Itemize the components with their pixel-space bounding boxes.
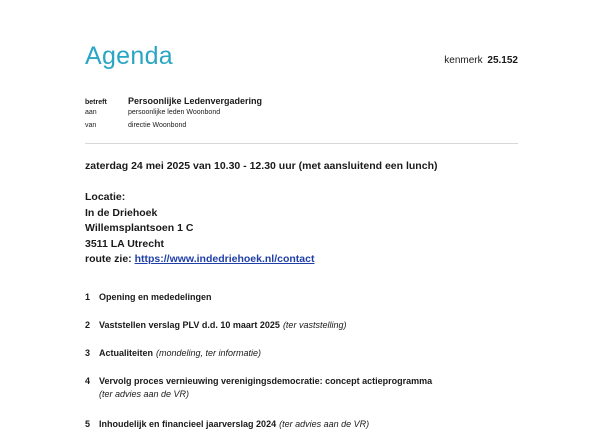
location-street: Willemsplantsoen 1 C bbox=[85, 222, 194, 234]
location-block bbox=[85, 190, 314, 268]
meta-subject-row bbox=[85, 96, 262, 109]
agenda-item-title: Opening en mededelingen bbox=[99, 292, 212, 302]
location-route bbox=[85, 252, 314, 268]
meta-to-value: persoonlijke leden Woonbond bbox=[128, 109, 221, 116]
agenda-item-4 bbox=[85, 376, 525, 399]
agenda-item-number: 4 bbox=[85, 376, 91, 386]
agenda-item-number: 3 bbox=[85, 348, 91, 358]
route-link[interactable]: https://www.indedriehoek.nl/contact bbox=[134, 253, 315, 265]
agenda-item-subnote: (ter advies aan de VR) bbox=[99, 389, 190, 399]
meeting-datetime: zaterdag 24 mei 2025 van 10.30 - 12.30 uur (met aansluitend een lunch) bbox=[85, 160, 438, 172]
page-title: Agenda bbox=[85, 42, 173, 70]
agenda-item-2 bbox=[85, 320, 525, 330]
agenda-item-note: (ter advies aan de VR) bbox=[279, 419, 370, 429]
location-heading: Locatie: bbox=[85, 191, 126, 203]
meta-to-row bbox=[85, 109, 262, 122]
meta-from-row bbox=[85, 122, 262, 135]
route-label: route zie: bbox=[85, 253, 132, 265]
divider-line bbox=[85, 143, 518, 144]
agenda-item-5 bbox=[85, 419, 525, 429]
meta-from-label: van bbox=[85, 122, 97, 129]
reference-number bbox=[444, 55, 518, 66]
meta-block bbox=[85, 96, 262, 135]
meta-from-value: directie Woonbond bbox=[128, 122, 187, 129]
location-name: In de Driehoek bbox=[85, 206, 158, 219]
agenda-item-title: Inhoudelijk en financieel jaarverslag 2024 bbox=[99, 419, 277, 429]
agenda-item-number: 2 bbox=[85, 320, 91, 330]
meta-to-label: aan bbox=[85, 109, 97, 116]
meta-subject-label: betreft bbox=[85, 99, 107, 106]
location-city: 3511 LA Utrecht bbox=[85, 237, 164, 250]
agenda-item-3 bbox=[85, 348, 525, 358]
agenda-item-number: 1 bbox=[85, 292, 91, 302]
agenda-item-1 bbox=[85, 292, 525, 302]
agenda-item-title: Vervolg proces vernieuwing verenigingsdemocratie: concept actieprogramma bbox=[99, 376, 433, 386]
reference-value: 25.152 bbox=[487, 55, 518, 66]
agenda-item-note: (mondeling, ter informatie) bbox=[156, 348, 262, 358]
meta-subject-value: Persoonlijke Ledenvergadering bbox=[128, 96, 263, 106]
reference-label: kenmerk bbox=[444, 55, 483, 66]
agenda-item-note: (ter vaststelling) bbox=[282, 320, 347, 330]
agenda-item-number: 5 bbox=[85, 419, 91, 429]
agenda-item-title: Vaststellen verslag PLV d.d. 10 maart 2025 bbox=[99, 320, 280, 330]
agenda-item-title: Actualiteiten bbox=[99, 348, 154, 358]
